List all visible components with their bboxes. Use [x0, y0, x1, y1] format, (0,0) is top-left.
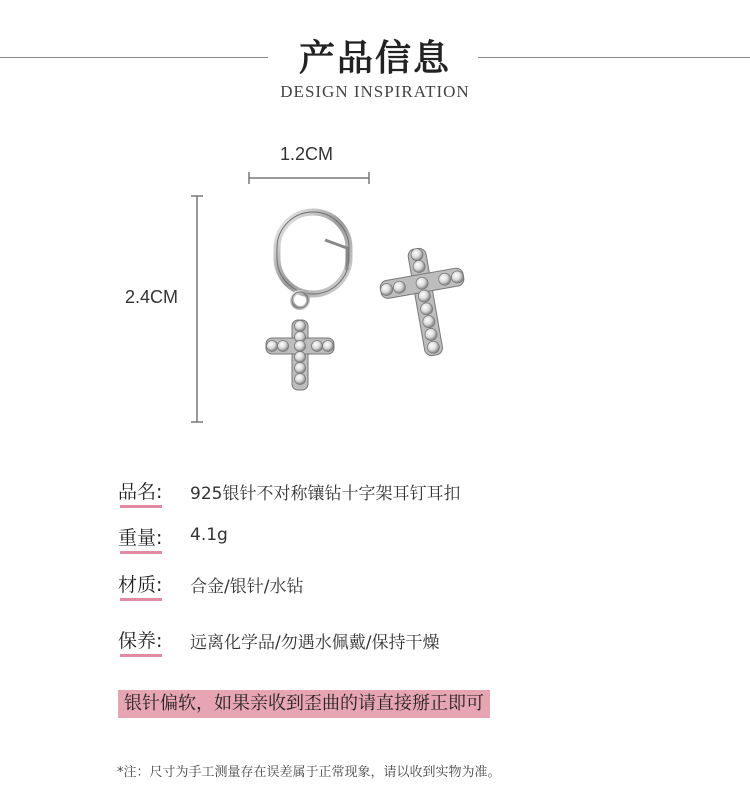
spec-row-material — [118, 570, 638, 606]
height-dimension-marker — [188, 193, 206, 425]
measurement-footnote: *注：尺寸为手工测量存在误差属于正常现象，请以收到实物为准。 — [117, 765, 501, 780]
spec-label: 材质: — [118, 574, 163, 596]
spec-label: 重量: — [118, 527, 163, 549]
spec-label-underline — [120, 598, 162, 601]
stud-cross-earring — [375, 241, 476, 362]
spec-label: 保养: — [118, 630, 163, 652]
earrings-product-image — [255, 200, 485, 420]
spec-label-underline — [120, 654, 162, 657]
spec-row-name — [118, 477, 638, 513]
page-subtitle: DESIGN INSPIRATION — [280, 82, 470, 101]
soft-needle-notice: 银针偏软，如果亲收到歪曲的请直接掰正即可 — [118, 690, 490, 718]
height-dimension-label: 2.4CM — [125, 287, 179, 307]
spec-label-underline — [120, 505, 162, 508]
spec-value: 远离化学品/勿遇水佩戴/保持干燥 — [190, 633, 440, 653]
spec-label: 品名: — [118, 481, 163, 503]
spec-value: 合金/银针/水钻 — [190, 577, 304, 597]
spec-row-weight — [118, 523, 638, 559]
spec-value: 4.1g — [190, 525, 228, 545]
spec-row-care — [118, 626, 638, 662]
spec-value: 925银针不对称镶钻十字架耳钉耳扣 — [190, 484, 461, 504]
hoop-cross-earring — [266, 212, 349, 390]
spec-label-underline — [120, 551, 162, 554]
page-title: 产品信息 — [0, 30, 750, 81]
width-dimension-marker — [246, 170, 372, 186]
width-dimension-label: 1.2CM — [280, 144, 334, 164]
